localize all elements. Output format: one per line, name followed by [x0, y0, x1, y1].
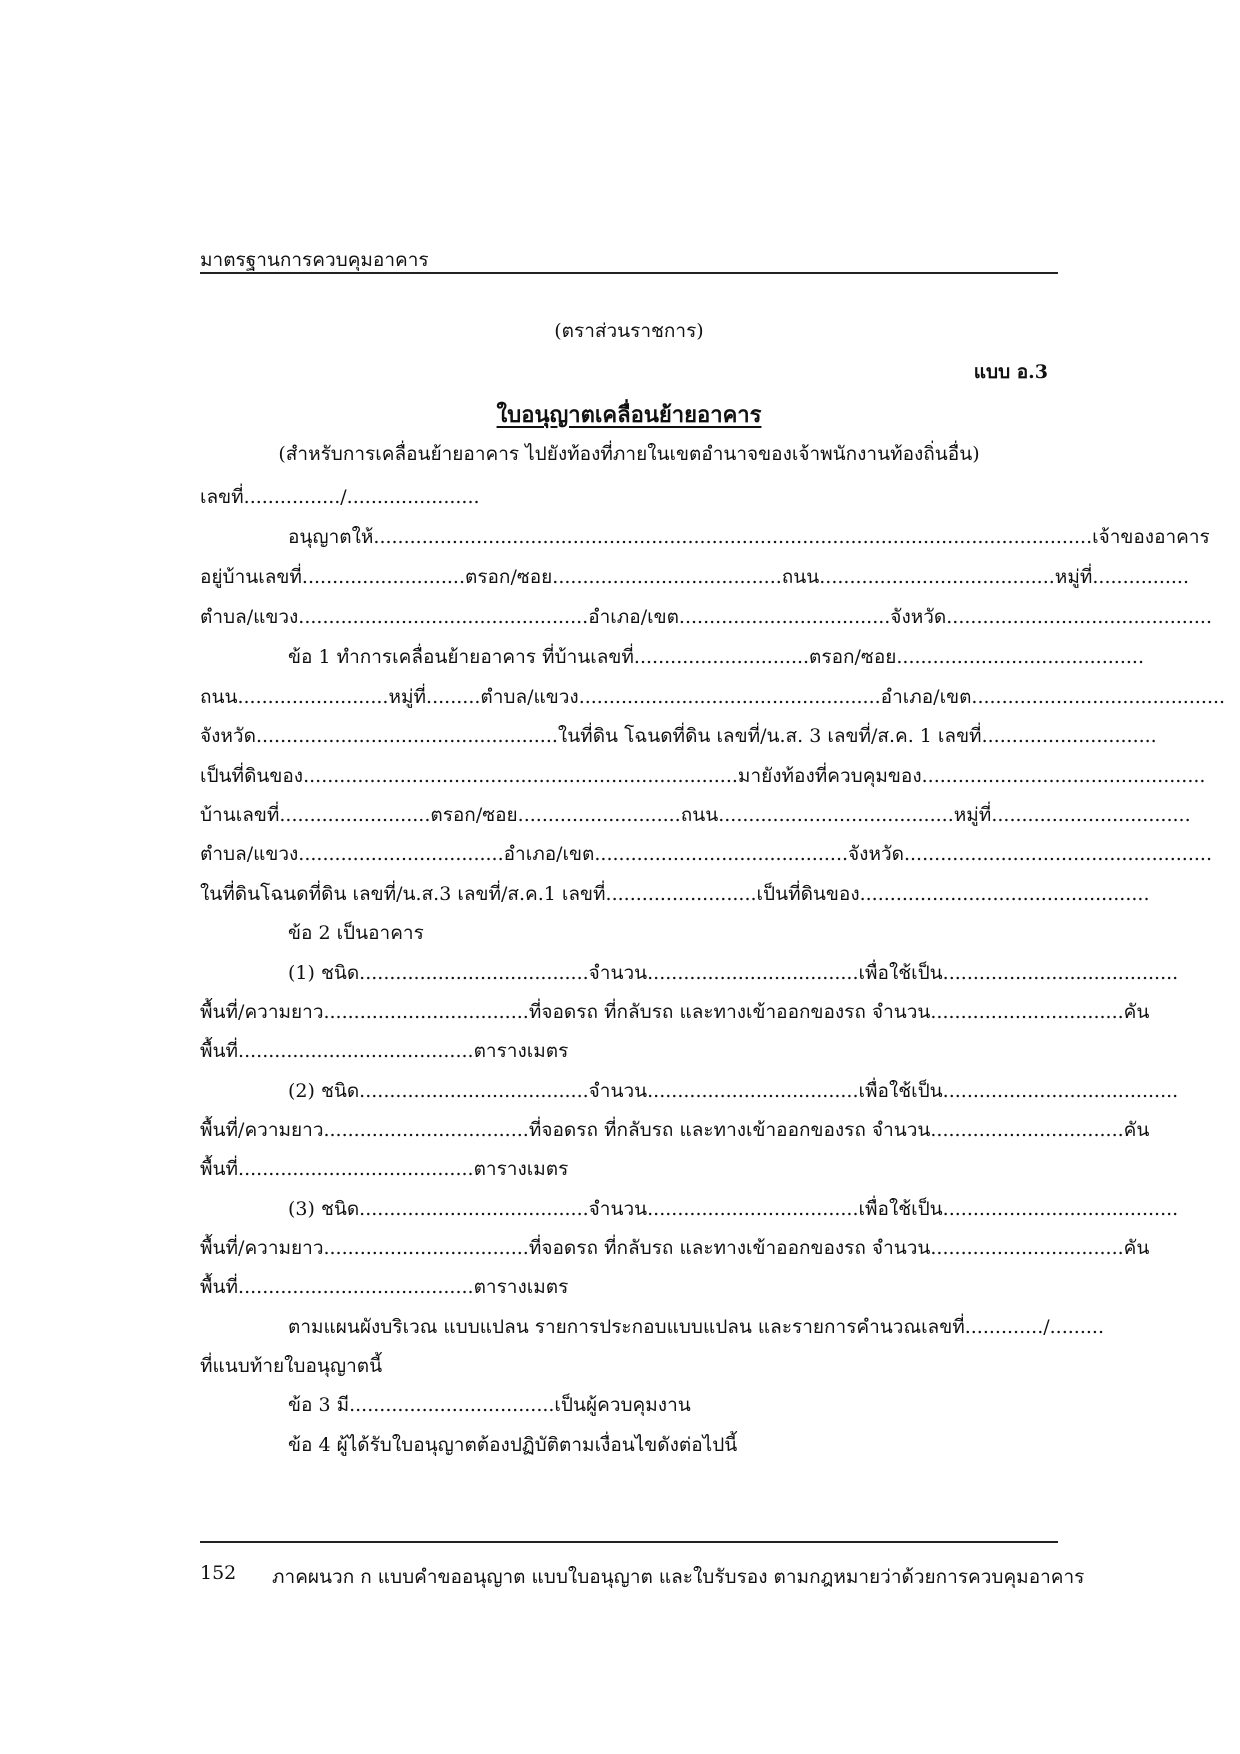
- plans-line: ตามแผนผังบริเวณ แบบแปลน รายการประกอบแบบแปลน และรายการคำนวณเลขที่............./.........: [288, 1316, 1104, 1338]
- form-line: ตำบล/แขวง................................................อำเภอ/เขต...................................จังหวัด............................................: [200, 606, 1212, 628]
- permit-number-line: เลขที่................/......................: [200, 486, 480, 508]
- building-3-area-line: พื้นที่/ความยาว..................................ที่จอดรถ ที่กลับรถ และทางเข้าออกของรถ จำนวน................................คัน: [200, 1237, 1150, 1259]
- clause-3-line: ข้อ 3 มี..................................เป็นผู้ควบคุมงาน: [288, 1394, 691, 1416]
- building-2-area-line: พื้นที่/ความยาว..................................ที่จอดรถ ที่กลับรถ และทางเข้าออกของรถ จำนวน................................คัน: [200, 1119, 1150, 1141]
- building-1-type-line: (1) ชนิด......................................จำนวน...................................เพื่อใช้เป็น.......................................: [288, 962, 1179, 984]
- building-2-type-line: (2) ชนิด......................................จำนวน...................................เพื่อใช้เป็น.......................................: [288, 1080, 1179, 1102]
- form-line: บ้านเลขที่.........................ตรอก/ซอย...........................ถนน.......................................หมู่ที่.................................: [200, 804, 1191, 826]
- form-title: ใบอนุญาตเคลื่อนย้ายอาคาร: [496, 402, 762, 428]
- building-3-sqm-line: พื้นที่.......................................ตารางเมตร: [200, 1276, 569, 1298]
- form-line: จังหวัด..................................................ในที่ดิน โฉนดที่ดิน เลขที่/น.ส. 3 เลขที่/ส.ค. 1 เลขที่.............................: [200, 725, 1157, 747]
- building-2-sqm-line: พื้นที่.......................................ตารางเมตร: [200, 1158, 569, 1180]
- header-rule: [200, 272, 1058, 274]
- form-code: แบบ อ.3: [973, 361, 1048, 383]
- form-subtitle: (สำหรับการเคลื่อนย้ายอาคาร ไปยังท้องที่ภายในเขตอำนาจของเจ้าพนักงานท้องถิ่นอื่น): [278, 443, 980, 465]
- footer-rule: [200, 1541, 1058, 1543]
- page-number: 152: [200, 1562, 237, 1584]
- building-1-area-line: พื้นที่/ความยาว..................................ที่จอดรถ ที่กลับรถ และทางเข้าออกของรถ จำนวน................................คัน: [200, 1001, 1150, 1023]
- running-footer: ภาคผนวก ก แบบคำขออนุญาต แบบใบอนุญาต และใบรับรอง ตามกฎหมายว่าด้วยการควบคุมอาคาร: [272, 1566, 1085, 1588]
- running-header: มาตรฐานการควบคุมอาคาร: [200, 249, 429, 271]
- clause-4-line: ข้อ 4 ผู้ได้รับใบอนุญาตต้องปฏิบัติตามเงื่อนไขดังต่อไปนี้: [288, 1434, 738, 1456]
- form-line: เป็นที่ดินของ........................................................................มายังท้องที่ควบคุมของ...............................................: [200, 765, 1206, 787]
- form-line: ตำบล/แขวง..................................อำเภอ/เขต..........................................จังหวัด...................................................: [200, 843, 1212, 865]
- form-line: ในที่ดินโฉนดที่ดิน เลขที่/น.ส.3 เลขที่/ส.ค.1 เลขที่.........................เป็นที่ดินของ................................................: [200, 883, 1150, 905]
- building-3-type-line: (3) ชนิด......................................จำนวน...................................เพื่อใช้เป็น.......................................: [288, 1198, 1179, 1220]
- building-1-sqm-line: พื้นที่.......................................ตารางเมตร: [200, 1040, 569, 1062]
- seal-placeholder: (ตราส่วนราชการ): [554, 320, 704, 342]
- clause-1-line: ข้อ 1 ทำการเคลื่อนย้ายอาคาร ที่บ้านเลขที่.............................ตรอก/ซอย.........................................: [288, 646, 1144, 668]
- clause-2-line: ข้อ 2 เป็นอาคาร: [288, 922, 424, 944]
- form-line: อนุญาตให้.......................................................................................................................เจ้าของอาคาร: [288, 526, 1210, 548]
- form-line: ถนน.........................หมู่ที่.........ตำบล/แขวง..................................................อำเภอ/เขต..........................................: [200, 686, 1226, 708]
- form-line: อยู่บ้านเลขที่...........................ตรอก/ซอย......................................ถนน.......................................หมู่ที่................: [200, 566, 1190, 588]
- plans-attached-line: ที่แนบท้ายใบอนุญาตนี้: [200, 1355, 383, 1377]
